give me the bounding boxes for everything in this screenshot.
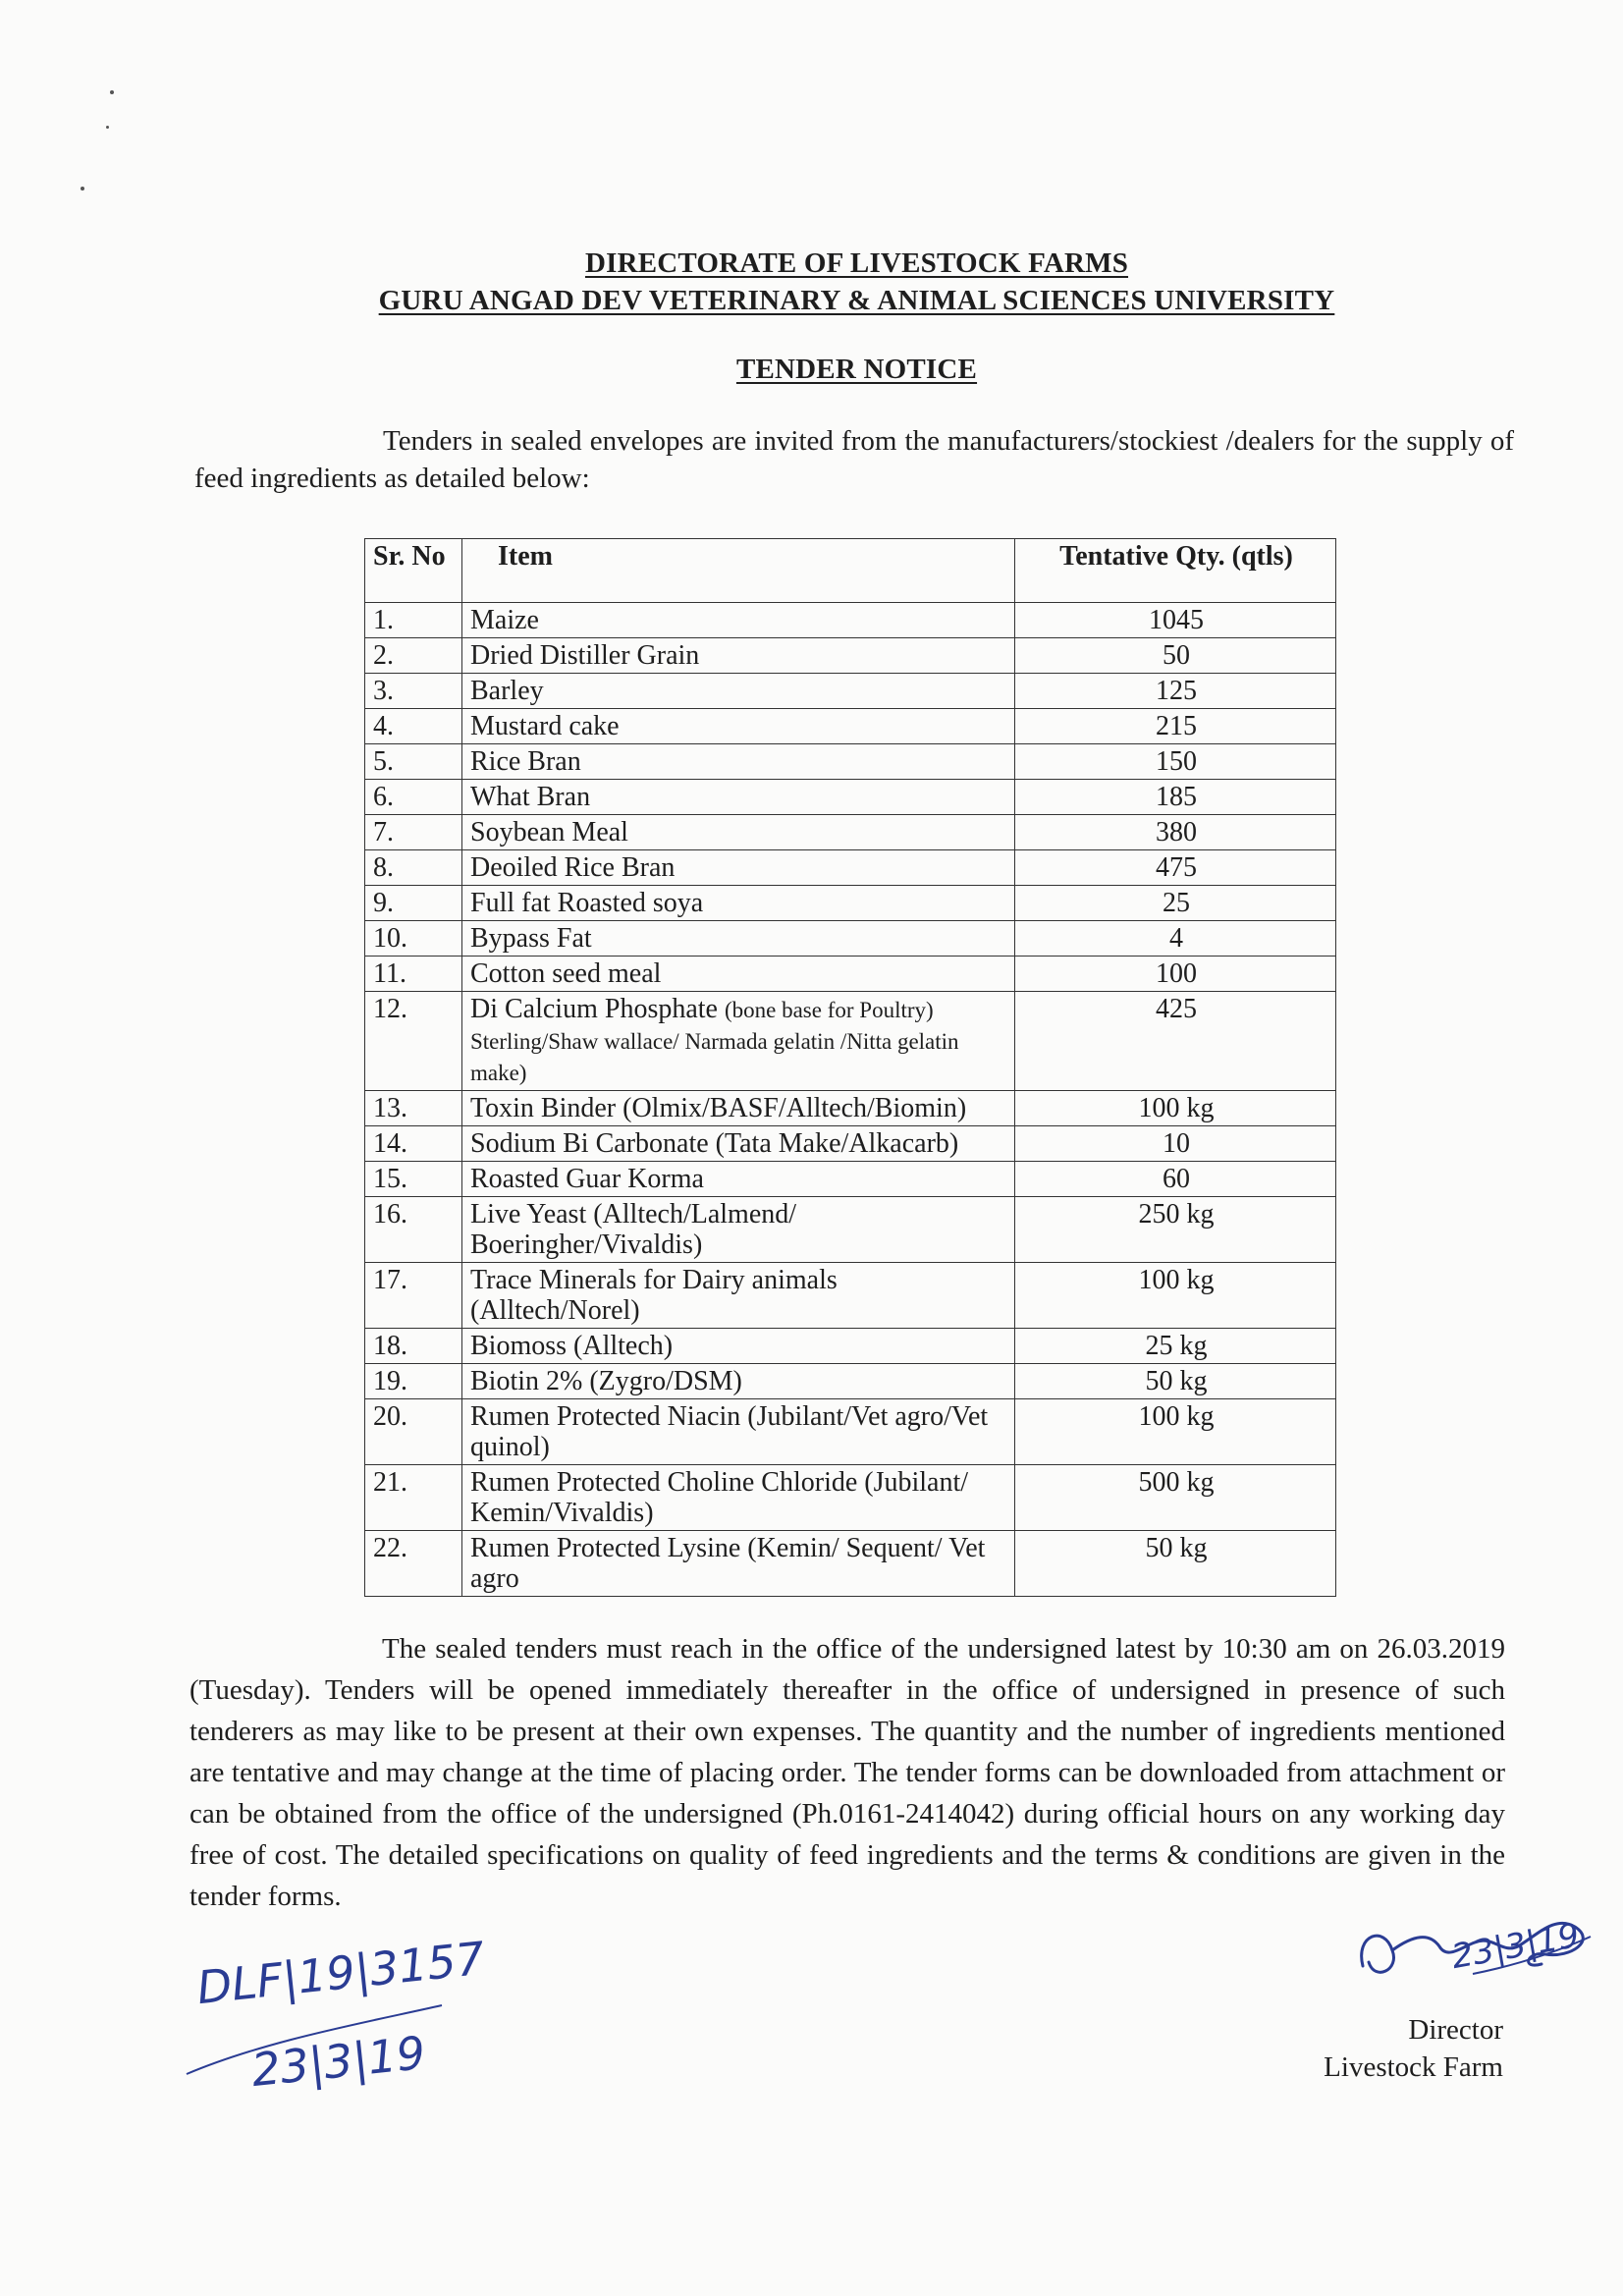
directorate-heading: DIRECTORATE OF LIVESTOCK FARMS xyxy=(584,247,1129,279)
row-sr-no: 16. xyxy=(365,1197,462,1263)
row-item xyxy=(462,780,1015,815)
row-qty: 215 xyxy=(1015,709,1336,744)
table-row xyxy=(365,992,1336,1091)
row-qty: 500 kg xyxy=(1015,1465,1336,1531)
row-sr-no: 12. xyxy=(365,992,462,1091)
row-sr-no: 1. xyxy=(365,603,462,638)
signatory-block xyxy=(1324,2011,1503,2086)
row-qty: 10 xyxy=(1015,1126,1336,1162)
row-sr-no: 20. xyxy=(365,1399,462,1465)
row-qty: 100 kg xyxy=(1015,1263,1336,1329)
row-item-name: Soybean Meal xyxy=(470,817,628,847)
row-qty: 100 kg xyxy=(1015,1091,1336,1126)
row-item-name: Bypass Fat xyxy=(470,923,592,954)
row-item xyxy=(462,1399,1015,1465)
row-item xyxy=(462,674,1015,709)
row-sr-no: 13. xyxy=(365,1091,462,1126)
row-item xyxy=(462,1465,1015,1531)
row-item-name: Rumen Protected Lysine (Kemin/ Sequent/ Vet agro xyxy=(470,1533,986,1594)
row-qty: 50 kg xyxy=(1015,1364,1336,1399)
table-row xyxy=(365,1126,1336,1162)
row-item xyxy=(462,957,1015,992)
row-qty: 25 xyxy=(1015,886,1336,921)
table-row xyxy=(365,674,1336,709)
row-qty: 125 xyxy=(1015,674,1336,709)
row-sr-no: 21. xyxy=(365,1465,462,1531)
row-item-name: Live Yeast (Alltech/Lalmend/ Boeringher/Vivaldis) xyxy=(470,1199,797,1260)
table-row xyxy=(365,744,1336,780)
row-sr-no: 8. xyxy=(365,850,462,886)
row-qty: 380 xyxy=(1015,815,1336,850)
row-item-name: Deoiled Rice Bran xyxy=(470,852,676,883)
row-item xyxy=(462,1162,1015,1197)
row-item-name: What Bran xyxy=(470,782,591,812)
table-row xyxy=(365,1465,1336,1531)
row-sr-no: 5. xyxy=(365,744,462,780)
table-row xyxy=(365,1091,1336,1126)
row-qty: 185 xyxy=(1015,780,1336,815)
handwritten-reference-date: 23|3|19 xyxy=(248,2025,428,2098)
row-item xyxy=(462,1531,1015,1597)
row-qty: 100 kg xyxy=(1015,1399,1336,1465)
table-row xyxy=(365,1399,1336,1465)
row-item xyxy=(462,1329,1015,1364)
row-sr-no: 15. xyxy=(365,1162,462,1197)
row-item-name: Trace Minerals for Dairy animals (Alltech/Norel) xyxy=(470,1265,838,1326)
table-row xyxy=(365,638,1336,674)
notice-title: TENDER NOTICE xyxy=(735,354,978,385)
intro-paragraph: Tenders in sealed envelopes are invited from the manufacturers/stockiest /dealers for the supply of feed ingredients as detailed below: xyxy=(194,425,1514,494)
row-qty: 250 kg xyxy=(1015,1197,1336,1263)
row-item xyxy=(462,1364,1015,1399)
row-sr-no: 18. xyxy=(365,1329,462,1364)
row-item-name: Toxin Binder (Olmix/BASF/Alltech/Biomin) xyxy=(470,1093,967,1123)
item-header xyxy=(462,539,1015,603)
row-sr-no: 14. xyxy=(365,1126,462,1162)
table-header-row xyxy=(365,539,1336,603)
row-qty: 50 xyxy=(1015,638,1336,674)
scan-speck xyxy=(81,187,84,191)
item-header-label: Item xyxy=(498,541,553,572)
row-item-name: Rice Bran xyxy=(470,746,581,777)
row-item-name: Cotton seed meal xyxy=(470,958,662,989)
scan-speck xyxy=(106,126,109,129)
row-sr-no: 17. xyxy=(365,1263,462,1329)
handwritten-reference-number: DLF|19|3157 xyxy=(193,1931,488,2015)
signatory-title: Director xyxy=(1408,2014,1503,2046)
row-item-name: Full fat Roasted soya xyxy=(470,888,704,918)
scan-speck xyxy=(110,90,114,94)
row-qty: 50 kg xyxy=(1015,1531,1336,1597)
row-qty: 25 kg xyxy=(1015,1329,1336,1364)
row-sr-no: 6. xyxy=(365,780,462,815)
tender-terms-paragraph: The sealed tenders must reach in the office of the undersigned latest by 10:30 am on 26.03.2019 (Tuesday). Tenders will be opened immediately thereafter in the office of undersigned in presence of such tenderers as may like to be present at their own expenses. The quantity and the number of ingredients mentioned are tentative and may change at the time of placing order. The tender forms can be downloaded from attachment or can be obtained from the office of the undersigned (Ph.0161-2414042) during official hours on any working day free of cost. The detailed specifications on quality of feed ingredients and the terms & conditions are given in the tender forms. xyxy=(189,1633,1505,1912)
row-sr-no: 22. xyxy=(365,1531,462,1597)
row-item xyxy=(462,815,1015,850)
row-sr-no: 19. xyxy=(365,1364,462,1399)
table-row xyxy=(365,1531,1336,1597)
sr-no-header: Sr. No xyxy=(365,539,462,603)
table-row xyxy=(365,780,1336,815)
row-item-name: Rumen Protected Choline Chloride (Jubilant/ Kemin/Vivaldis) xyxy=(470,1467,969,1528)
row-qty: 425 xyxy=(1015,992,1336,1091)
table-row xyxy=(365,886,1336,921)
row-item-name: Biomoss (Alltech) xyxy=(470,1331,674,1361)
row-item xyxy=(462,850,1015,886)
signatory-office: Livestock Farm xyxy=(1324,2051,1503,2083)
row-item-name: Rumen Protected Niacin (Jubilant/Vet agro/Vet quinol) xyxy=(470,1401,989,1462)
row-item xyxy=(462,709,1015,744)
row-sr-no: 2. xyxy=(365,638,462,674)
row-item-name: Di Calcium Phosphate xyxy=(470,994,718,1024)
row-sr-no: 11. xyxy=(365,957,462,992)
row-sr-no: 4. xyxy=(365,709,462,744)
qty-header: Tentative Qty. (qtls) xyxy=(1015,539,1336,603)
row-item xyxy=(462,1126,1015,1162)
row-item xyxy=(462,744,1015,780)
table-row xyxy=(365,921,1336,957)
table-row xyxy=(365,1162,1336,1197)
row-item-note: (bone base for Poultry) Sterling/Shaw wallace/ Narmada gelatin /Nitta gelatin make) xyxy=(470,998,959,1085)
row-item xyxy=(462,603,1015,638)
row-item-name: Dried Distiller Grain xyxy=(470,640,700,671)
row-sr-no: 3. xyxy=(365,674,462,709)
row-sr-no: 9. xyxy=(365,886,462,921)
row-sr-no: 7. xyxy=(365,815,462,850)
table-row xyxy=(365,709,1336,744)
row-qty: 60 xyxy=(1015,1162,1336,1197)
row-item xyxy=(462,638,1015,674)
table-row xyxy=(365,1364,1336,1399)
row-item xyxy=(462,886,1015,921)
row-item xyxy=(462,921,1015,957)
row-item-name: Sodium Bi Carbonate (Tata Make/Alkacarb) xyxy=(470,1128,959,1159)
table-row xyxy=(365,957,1336,992)
row-item-name: Biotin 2% (Zygro/DSM) xyxy=(470,1366,742,1396)
university-heading: GURU ANGAD DEV VETERINARY & ANIMAL SCIENCES UNIVERSITY xyxy=(378,285,1335,316)
table-row xyxy=(365,850,1336,886)
table-row xyxy=(365,1197,1336,1263)
row-qty: 100 xyxy=(1015,957,1336,992)
row-item xyxy=(462,1197,1015,1263)
row-item xyxy=(462,992,1015,1091)
row-item xyxy=(462,1263,1015,1329)
row-item-name: Maize xyxy=(470,605,539,635)
signature-date: 23|3|19 xyxy=(1448,1915,1583,1978)
table-row xyxy=(365,603,1336,638)
row-sr-no: 10. xyxy=(365,921,462,957)
row-item-name: Roasted Guar Korma xyxy=(470,1164,704,1194)
table-row xyxy=(365,815,1336,850)
row-qty: 1045 xyxy=(1015,603,1336,638)
table-row xyxy=(365,1329,1336,1364)
feed-ingredients-table xyxy=(364,538,1336,1597)
row-qty: 150 xyxy=(1015,744,1336,780)
row-qty: 4 xyxy=(1015,921,1336,957)
row-qty: 475 xyxy=(1015,850,1336,886)
table-row xyxy=(365,1263,1336,1329)
row-item xyxy=(462,1091,1015,1126)
row-item-name: Barley xyxy=(470,676,544,706)
row-item-name: Mustard cake xyxy=(470,711,620,741)
